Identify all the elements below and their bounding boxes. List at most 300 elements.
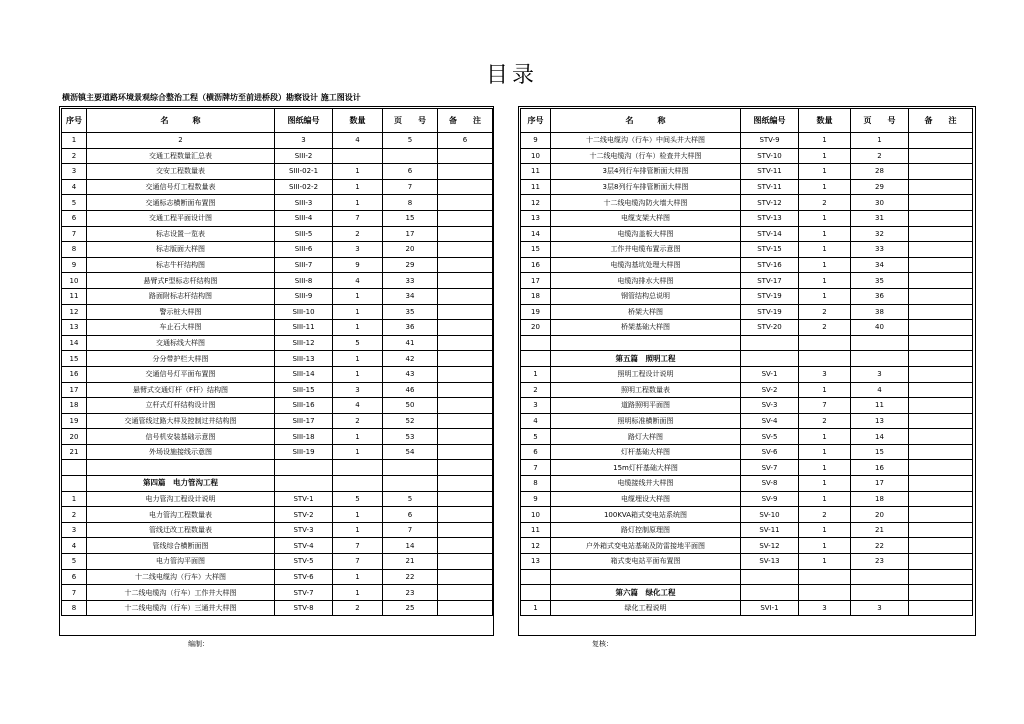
cell-remark (909, 413, 973, 429)
cell-code: SVI-1 (741, 600, 799, 616)
cell-no: 7 (521, 460, 551, 476)
cell-page: 22 (851, 538, 909, 554)
cell-name: 管线迁改工程数量表 (87, 522, 275, 538)
cell-page: 22 (383, 569, 438, 585)
cell-code: SV-7 (741, 460, 799, 476)
table-row (521, 522, 973, 538)
cell-code: SV-11 (741, 522, 799, 538)
cell-page: 6 (383, 507, 438, 523)
cell-no: 2 (62, 507, 87, 523)
cell-remark (909, 382, 973, 398)
table-row (62, 304, 493, 320)
table-row (62, 320, 493, 336)
cell-qty: 7 (333, 210, 383, 226)
cell-code: SIII-02-2 (275, 179, 333, 195)
cell-page: 34 (383, 288, 438, 304)
cell-page: 8 (383, 195, 438, 211)
header-qty: 数量 (333, 109, 383, 133)
cell-qty (799, 335, 851, 351)
cell-remark (909, 304, 973, 320)
cell-code (741, 585, 799, 601)
cell-name: 警示桩大样图 (87, 304, 275, 320)
cell-name: 车止石大样图 (87, 320, 275, 336)
cell-qty: 1 (799, 382, 851, 398)
cell-qty: 1 (799, 429, 851, 445)
index-table-right (520, 108, 973, 616)
cell-code: SIII-8 (275, 273, 333, 289)
cell-remark (438, 335, 493, 351)
table-row (521, 413, 973, 429)
cell-name: 管线综合横断面图 (87, 538, 275, 554)
table-row (62, 257, 493, 273)
cell-no: 12 (521, 195, 551, 211)
cell-page: 21 (383, 554, 438, 570)
cell-qty: 1 (799, 460, 851, 476)
cell-no: 18 (62, 398, 87, 414)
cell-qty: 1 (799, 288, 851, 304)
cell-code: SIII-02-1 (275, 164, 333, 180)
cell-page (851, 585, 909, 601)
table-row (521, 366, 973, 382)
cell-no: 13 (521, 554, 551, 570)
cell-code: SIII-3 (275, 195, 333, 211)
cell-page: 4 (851, 382, 909, 398)
table-row (521, 429, 973, 445)
cell-name: 绿化工程说明 (551, 600, 741, 616)
cell-name: 3层4列行车排管断面大样图 (551, 164, 741, 180)
cell-page: 23 (851, 554, 909, 570)
cell-qty: 1 (333, 429, 383, 445)
cell-no: 14 (62, 335, 87, 351)
cell-no: 18 (521, 288, 551, 304)
cell-qty: 1 (799, 148, 851, 164)
cell-name: 标志版面大样图 (87, 242, 275, 258)
cell-code: SIII-14 (275, 366, 333, 382)
cell-code: STV-3 (275, 522, 333, 538)
cell-name: 标志牛杆结构图 (87, 257, 275, 273)
cell-no: 2 (521, 382, 551, 398)
cell-remark (438, 366, 493, 382)
cell-remark (909, 288, 973, 304)
cell-no: 7 (62, 226, 87, 242)
cell-qty: 2 (333, 226, 383, 242)
cell-qty: 5 (333, 335, 383, 351)
cell-name: 电缆支架大样图 (551, 210, 741, 226)
header-remark: 备 注 (438, 109, 493, 133)
cell-name: 交通标线大样图 (87, 335, 275, 351)
cell-page: 11 (851, 398, 909, 414)
cell-page: 28 (851, 164, 909, 180)
cell-name: 电缆沟基坑处理大样图 (551, 257, 741, 273)
cell-code: STV-17 (741, 273, 799, 289)
cell-page: 6 (383, 164, 438, 180)
cell-remark (909, 522, 973, 538)
cell-page: 32 (851, 226, 909, 242)
cell-page (851, 569, 909, 585)
cell-qty: 1 (799, 242, 851, 258)
table-row (62, 335, 493, 351)
cell-remark (438, 148, 493, 164)
cell-remark (438, 226, 493, 242)
cell-qty: 1 (333, 444, 383, 460)
header-code: 图纸编号 (275, 109, 333, 133)
table-row (62, 554, 493, 570)
cell-code: SV-6 (741, 444, 799, 460)
cell-page: 52 (383, 413, 438, 429)
cell-qty (333, 460, 383, 476)
cell-no: 5 (62, 554, 87, 570)
cell-code: STV-6 (275, 569, 333, 585)
cell-remark (438, 288, 493, 304)
cell-page: 40 (851, 320, 909, 336)
header-page: 页 号 (383, 109, 438, 133)
cell-code: SIII-18 (275, 429, 333, 445)
cell-no: 4 (62, 538, 87, 554)
cell-remark (438, 491, 493, 507)
cell-remark (438, 320, 493, 336)
table-row (521, 210, 973, 226)
cell-name: 第五篇 照明工程 (551, 351, 741, 367)
cell-remark (438, 538, 493, 554)
cell-page: 3 (851, 366, 909, 382)
cell-qty: 1 (799, 554, 851, 570)
cell-qty: 1 (333, 179, 383, 195)
cell-page: 1 (851, 133, 909, 149)
cell-name: 交通工程平面设计图 (87, 210, 275, 226)
cell-name: 十二线电缆沟（行车）中间头井大样图 (551, 133, 741, 149)
cell-name: 分分带护栏大样图 (87, 351, 275, 367)
cell-remark (909, 226, 973, 242)
cell-code: STV-13 (741, 210, 799, 226)
cell-name: 工作井电缆布置示意图 (551, 242, 741, 258)
cell-remark: 6 (438, 133, 493, 149)
cell-name: 立杆式灯杆结构设计图 (87, 398, 275, 414)
cell-code: SV-3 (741, 398, 799, 414)
cell-page: 21 (851, 522, 909, 538)
cell-name: 电力管沟平面图 (87, 554, 275, 570)
table-row (521, 257, 973, 273)
cell-remark (438, 554, 493, 570)
left-table-body (62, 133, 493, 616)
cell-qty: 2 (799, 304, 851, 320)
cell-remark (909, 507, 973, 523)
cell-page: 46 (383, 382, 438, 398)
cell-name: 照明工程数量表 (551, 382, 741, 398)
table-row (521, 179, 973, 195)
cell-remark (909, 148, 973, 164)
cell-name: 15m灯杆基础大样图 (551, 460, 741, 476)
cell-page: 14 (383, 538, 438, 554)
cell-name: 交安工程数量表 (87, 164, 275, 180)
cell-remark (909, 273, 973, 289)
cell-qty: 1 (333, 195, 383, 211)
cell-code: SIII-13 (275, 351, 333, 367)
cell-no (62, 460, 87, 476)
cell-name: 交通管线过路大样及控制过井结构图 (87, 413, 275, 429)
cell-qty: 1 (333, 507, 383, 523)
header-code: 图纸编号 (741, 109, 799, 133)
cell-page: 23 (383, 585, 438, 601)
cell-remark (438, 210, 493, 226)
cell-page: 42 (383, 351, 438, 367)
cell-no: 17 (62, 382, 87, 398)
cell-code: SV-12 (741, 538, 799, 554)
cell-no (521, 569, 551, 585)
table-row (521, 320, 973, 336)
cell-no (521, 335, 551, 351)
cell-qty: 1 (799, 210, 851, 226)
table-row (62, 210, 493, 226)
cell-page: 16 (851, 460, 909, 476)
table-row (521, 569, 973, 585)
table-row (62, 429, 493, 445)
cell-name (551, 569, 741, 585)
cell-no: 3 (62, 522, 87, 538)
footer-checked-by: 复核： (592, 640, 613, 648)
cell-page: 41 (383, 335, 438, 351)
cell-page: 35 (383, 304, 438, 320)
cell-code: STV-20 (741, 320, 799, 336)
cell-name: 100KVA箱式变电站系统图 (551, 507, 741, 523)
table-row (521, 507, 973, 523)
cell-qty: 1 (799, 273, 851, 289)
cell-remark (909, 569, 973, 585)
cell-name: 十二线电缆沟防火墙大样图 (551, 195, 741, 211)
cell-qty: 1 (799, 522, 851, 538)
cell-name: 悬臂式F型标志杆结构图 (87, 273, 275, 289)
cell-qty: 4 (333, 273, 383, 289)
cell-qty: 1 (333, 288, 383, 304)
cell-page: 30 (851, 195, 909, 211)
table-row (62, 179, 493, 195)
cell-page (383, 476, 438, 492)
cell-no: 21 (62, 444, 87, 460)
cell-remark (909, 476, 973, 492)
cell-name: 道路照明平面图 (551, 398, 741, 414)
table-row (521, 382, 973, 398)
cell-name (87, 460, 275, 476)
footer-prepared-by: 编制： (188, 640, 209, 648)
table-row (62, 195, 493, 211)
cell-page: 20 (851, 507, 909, 523)
cell-remark (438, 257, 493, 273)
cell-remark (909, 585, 973, 601)
cell-remark (909, 398, 973, 414)
header-qty: 数量 (799, 109, 851, 133)
right-table-body (521, 133, 973, 616)
table-row (62, 148, 493, 164)
cell-no: 11 (521, 179, 551, 195)
cell-no: 1 (521, 366, 551, 382)
table-row (62, 351, 493, 367)
cell-no (521, 351, 551, 367)
cell-qty: 2 (799, 320, 851, 336)
cell-qty: 1 (333, 320, 383, 336)
cell-remark (438, 351, 493, 367)
cell-qty: 1 (799, 476, 851, 492)
cell-qty: 1 (333, 304, 383, 320)
cell-qty: 1 (799, 444, 851, 460)
cell-name: 钢管结构总说明 (551, 288, 741, 304)
cell-name: 桥架大样图 (551, 304, 741, 320)
cell-code: STV-5 (275, 554, 333, 570)
cell-qty: 2 (333, 600, 383, 616)
cell-page: 20 (383, 242, 438, 258)
cell-code: SV-8 (741, 476, 799, 492)
cell-qty: 1 (799, 179, 851, 195)
cell-remark (438, 195, 493, 211)
cell-remark (438, 600, 493, 616)
cell-remark (909, 429, 973, 445)
cell-page: 5 (383, 133, 438, 149)
cell-no: 6 (62, 569, 87, 585)
cell-remark (909, 366, 973, 382)
cell-remark (909, 351, 973, 367)
cell-no: 8 (521, 476, 551, 492)
table-header-row (62, 109, 493, 133)
cell-no: 9 (521, 491, 551, 507)
cell-page: 18 (851, 491, 909, 507)
table-row (521, 444, 973, 460)
cell-code: STV-19 (741, 304, 799, 320)
cell-code: STV-14 (741, 226, 799, 242)
table-row (521, 226, 973, 242)
cell-no: 9 (521, 133, 551, 149)
cell-qty: 1 (799, 164, 851, 180)
table-row (62, 164, 493, 180)
cell-name: 路面附标志杆结构图 (87, 288, 275, 304)
cell-code: SIII-17 (275, 413, 333, 429)
cell-page: 34 (851, 257, 909, 273)
cell-remark (438, 242, 493, 258)
cell-code (741, 335, 799, 351)
cell-no: 16 (521, 257, 551, 273)
cell-name: 路灯控制原理图 (551, 522, 741, 538)
cell-qty: 7 (799, 398, 851, 414)
cell-page: 2 (851, 148, 909, 164)
table-row (521, 164, 973, 180)
cell-code: SIII-11 (275, 320, 333, 336)
cell-no: 6 (62, 210, 87, 226)
cell-code: SIII-9 (275, 288, 333, 304)
cell-code (275, 476, 333, 492)
cell-page: 17 (383, 226, 438, 242)
cell-qty (333, 476, 383, 492)
cell-no: 13 (521, 210, 551, 226)
cell-code: SIII-2 (275, 148, 333, 164)
cell-remark (909, 538, 973, 554)
cell-code: STV-16 (741, 257, 799, 273)
cell-page (851, 351, 909, 367)
cell-page: 7 (383, 179, 438, 195)
cell-code: SIII-5 (275, 226, 333, 242)
cell-name: 交通信号灯工程数量表 (87, 179, 275, 195)
cell-qty: 2 (799, 507, 851, 523)
cell-qty: 2 (799, 195, 851, 211)
cell-no: 12 (521, 538, 551, 554)
cell-code: STV-19 (741, 288, 799, 304)
cell-code: STV-8 (275, 600, 333, 616)
cell-name: 第四篇 电力管沟工程 (87, 476, 275, 492)
cell-no: 10 (521, 148, 551, 164)
cell-qty: 9 (333, 257, 383, 273)
table-row (521, 304, 973, 320)
cell-name: 信号机安装基础示意图 (87, 429, 275, 445)
table-row (62, 444, 493, 460)
cell-code: STV-1 (275, 491, 333, 507)
cell-code: SIII-12 (275, 335, 333, 351)
cell-code: 3 (275, 133, 333, 149)
cell-no: 17 (521, 273, 551, 289)
table-row (62, 585, 493, 601)
cell-no: 5 (62, 195, 87, 211)
cell-no: 11 (521, 522, 551, 538)
table-row (521, 273, 973, 289)
cell-page: 54 (383, 444, 438, 460)
cell-qty (799, 569, 851, 585)
cell-remark (909, 460, 973, 476)
cell-remark (438, 507, 493, 523)
cell-name: 电缆接线井大样图 (551, 476, 741, 492)
cell-code: STV-2 (275, 507, 333, 523)
cell-remark (438, 585, 493, 601)
cell-no: 10 (62, 273, 87, 289)
cell-name: 十二线电缆沟（行车）工作井大样图 (87, 585, 275, 601)
cell-no: 14 (521, 226, 551, 242)
cell-page (383, 148, 438, 164)
cell-name: 第六篇 绿化工程 (551, 585, 741, 601)
cell-code: SIII-7 (275, 257, 333, 273)
table-row (521, 460, 973, 476)
cell-page (383, 460, 438, 476)
cell-remark (909, 554, 973, 570)
cell-qty: 1 (333, 585, 383, 601)
cell-remark (909, 320, 973, 336)
cell-name (551, 335, 741, 351)
cell-page: 33 (851, 242, 909, 258)
cell-code: SIII-4 (275, 210, 333, 226)
cell-no: 8 (62, 600, 87, 616)
cell-page: 38 (851, 304, 909, 320)
cell-no: 10 (521, 507, 551, 523)
cell-name: 外场设施接线示意图 (87, 444, 275, 460)
cell-page: 14 (851, 429, 909, 445)
table-row (62, 273, 493, 289)
cell-qty: 3 (799, 600, 851, 616)
cell-no: 9 (62, 257, 87, 273)
cell-qty: 1 (333, 569, 383, 585)
cell-qty: 4 (333, 133, 383, 149)
table-header-row (521, 109, 973, 133)
page-title: 目录 (485, 63, 538, 88)
cell-remark (438, 429, 493, 445)
cell-remark (438, 382, 493, 398)
cell-name: 电力管沟工程数量表 (87, 507, 275, 523)
table-row (62, 288, 493, 304)
section-row (521, 585, 973, 601)
table-row (62, 491, 493, 507)
cell-code: SIII-6 (275, 242, 333, 258)
cell-remark (438, 273, 493, 289)
cell-no: 5 (521, 429, 551, 445)
cell-no: 15 (62, 351, 87, 367)
table-row (62, 242, 493, 258)
cell-qty: 7 (333, 538, 383, 554)
cell-remark (909, 491, 973, 507)
cell-name: 户外箱式变电站基础及防雷接地平面图 (551, 538, 741, 554)
cell-code: STV-4 (275, 538, 333, 554)
cell-name: 桥架基础大样图 (551, 320, 741, 336)
